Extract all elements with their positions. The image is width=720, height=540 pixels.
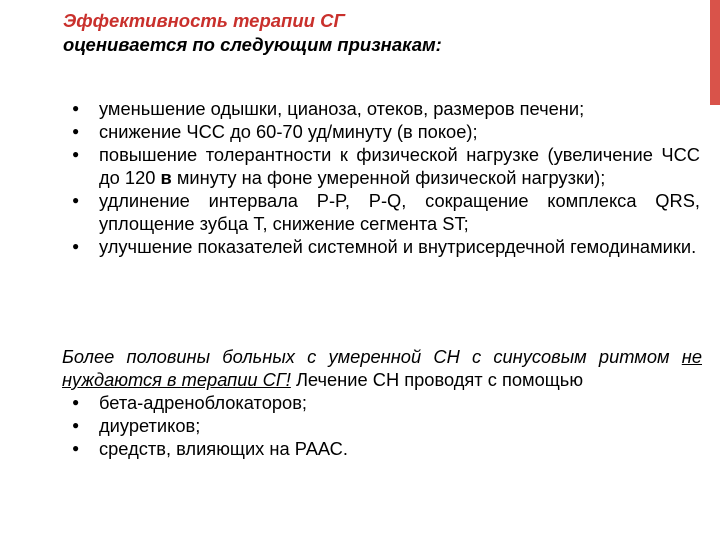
criteria-text: снижение ЧСС до 60-70 уд/минуту (в покое);: [99, 121, 478, 142]
criteria-item: [62, 120, 700, 143]
criteria-item: [62, 189, 700, 235]
drug-item: [62, 391, 702, 414]
drug-text: средств, влияющих на РААС.: [99, 438, 348, 459]
criteria-list: [62, 97, 700, 258]
drug-item: [62, 414, 702, 437]
criteria-text: повышение толерантности к физической нагрузке (увеличение ЧСС до 120: [99, 144, 700, 188]
drug-list: [62, 391, 702, 460]
para-italic-text: Более половины больных с умеренной СН с синусовым ритмом: [62, 346, 670, 367]
red-side-bar: [710, 0, 720, 105]
criteria-text: уменьшение одышки, цианоза, отеков, размеров печени;: [99, 98, 585, 119]
slide-title: [63, 9, 703, 57]
criteria-text: в: [160, 167, 172, 188]
bullet-icon: ●: [72, 395, 80, 409]
criteria-item: [62, 143, 700, 189]
drug-text: бета-адреноблокаторов;: [99, 392, 307, 413]
bullet-icon: ●: [72, 441, 80, 455]
bullet-icon: ●: [72, 147, 80, 161]
bullet-icon: ●: [72, 124, 80, 138]
title-line-2: оценивается по следующим признакам:: [63, 34, 442, 55]
criteria-text: удлинение интервала P-P, P-Q, сокращение комплекса QRS, уплощение зубца Т, снижение сегмента ST;: [99, 190, 700, 234]
bullet-icon: ●: [72, 193, 80, 207]
bullet-icon: ●: [72, 418, 80, 432]
criteria-text: улучшение показателей системной и внутрисердечной гемодинамики.: [99, 236, 697, 257]
para-underlined-text: не нуждаются в терапии СГ!: [62, 346, 702, 390]
criteria-text: минуту на фоне умеренной физической нагрузки);: [171, 167, 606, 188]
criteria-item: [62, 235, 700, 258]
treatment-paragraph: [62, 345, 702, 391]
bullet-icon: ●: [72, 239, 80, 253]
title-line-1: Эффективность терапии СГ: [63, 10, 345, 31]
drug-text: диуретиков;: [99, 415, 201, 436]
para-rest-text: Лечение СН проводят с помощью: [290, 369, 584, 390]
criteria-item: [62, 97, 700, 120]
bullet-icon: ●: [72, 101, 80, 115]
drug-item: [62, 437, 702, 460]
